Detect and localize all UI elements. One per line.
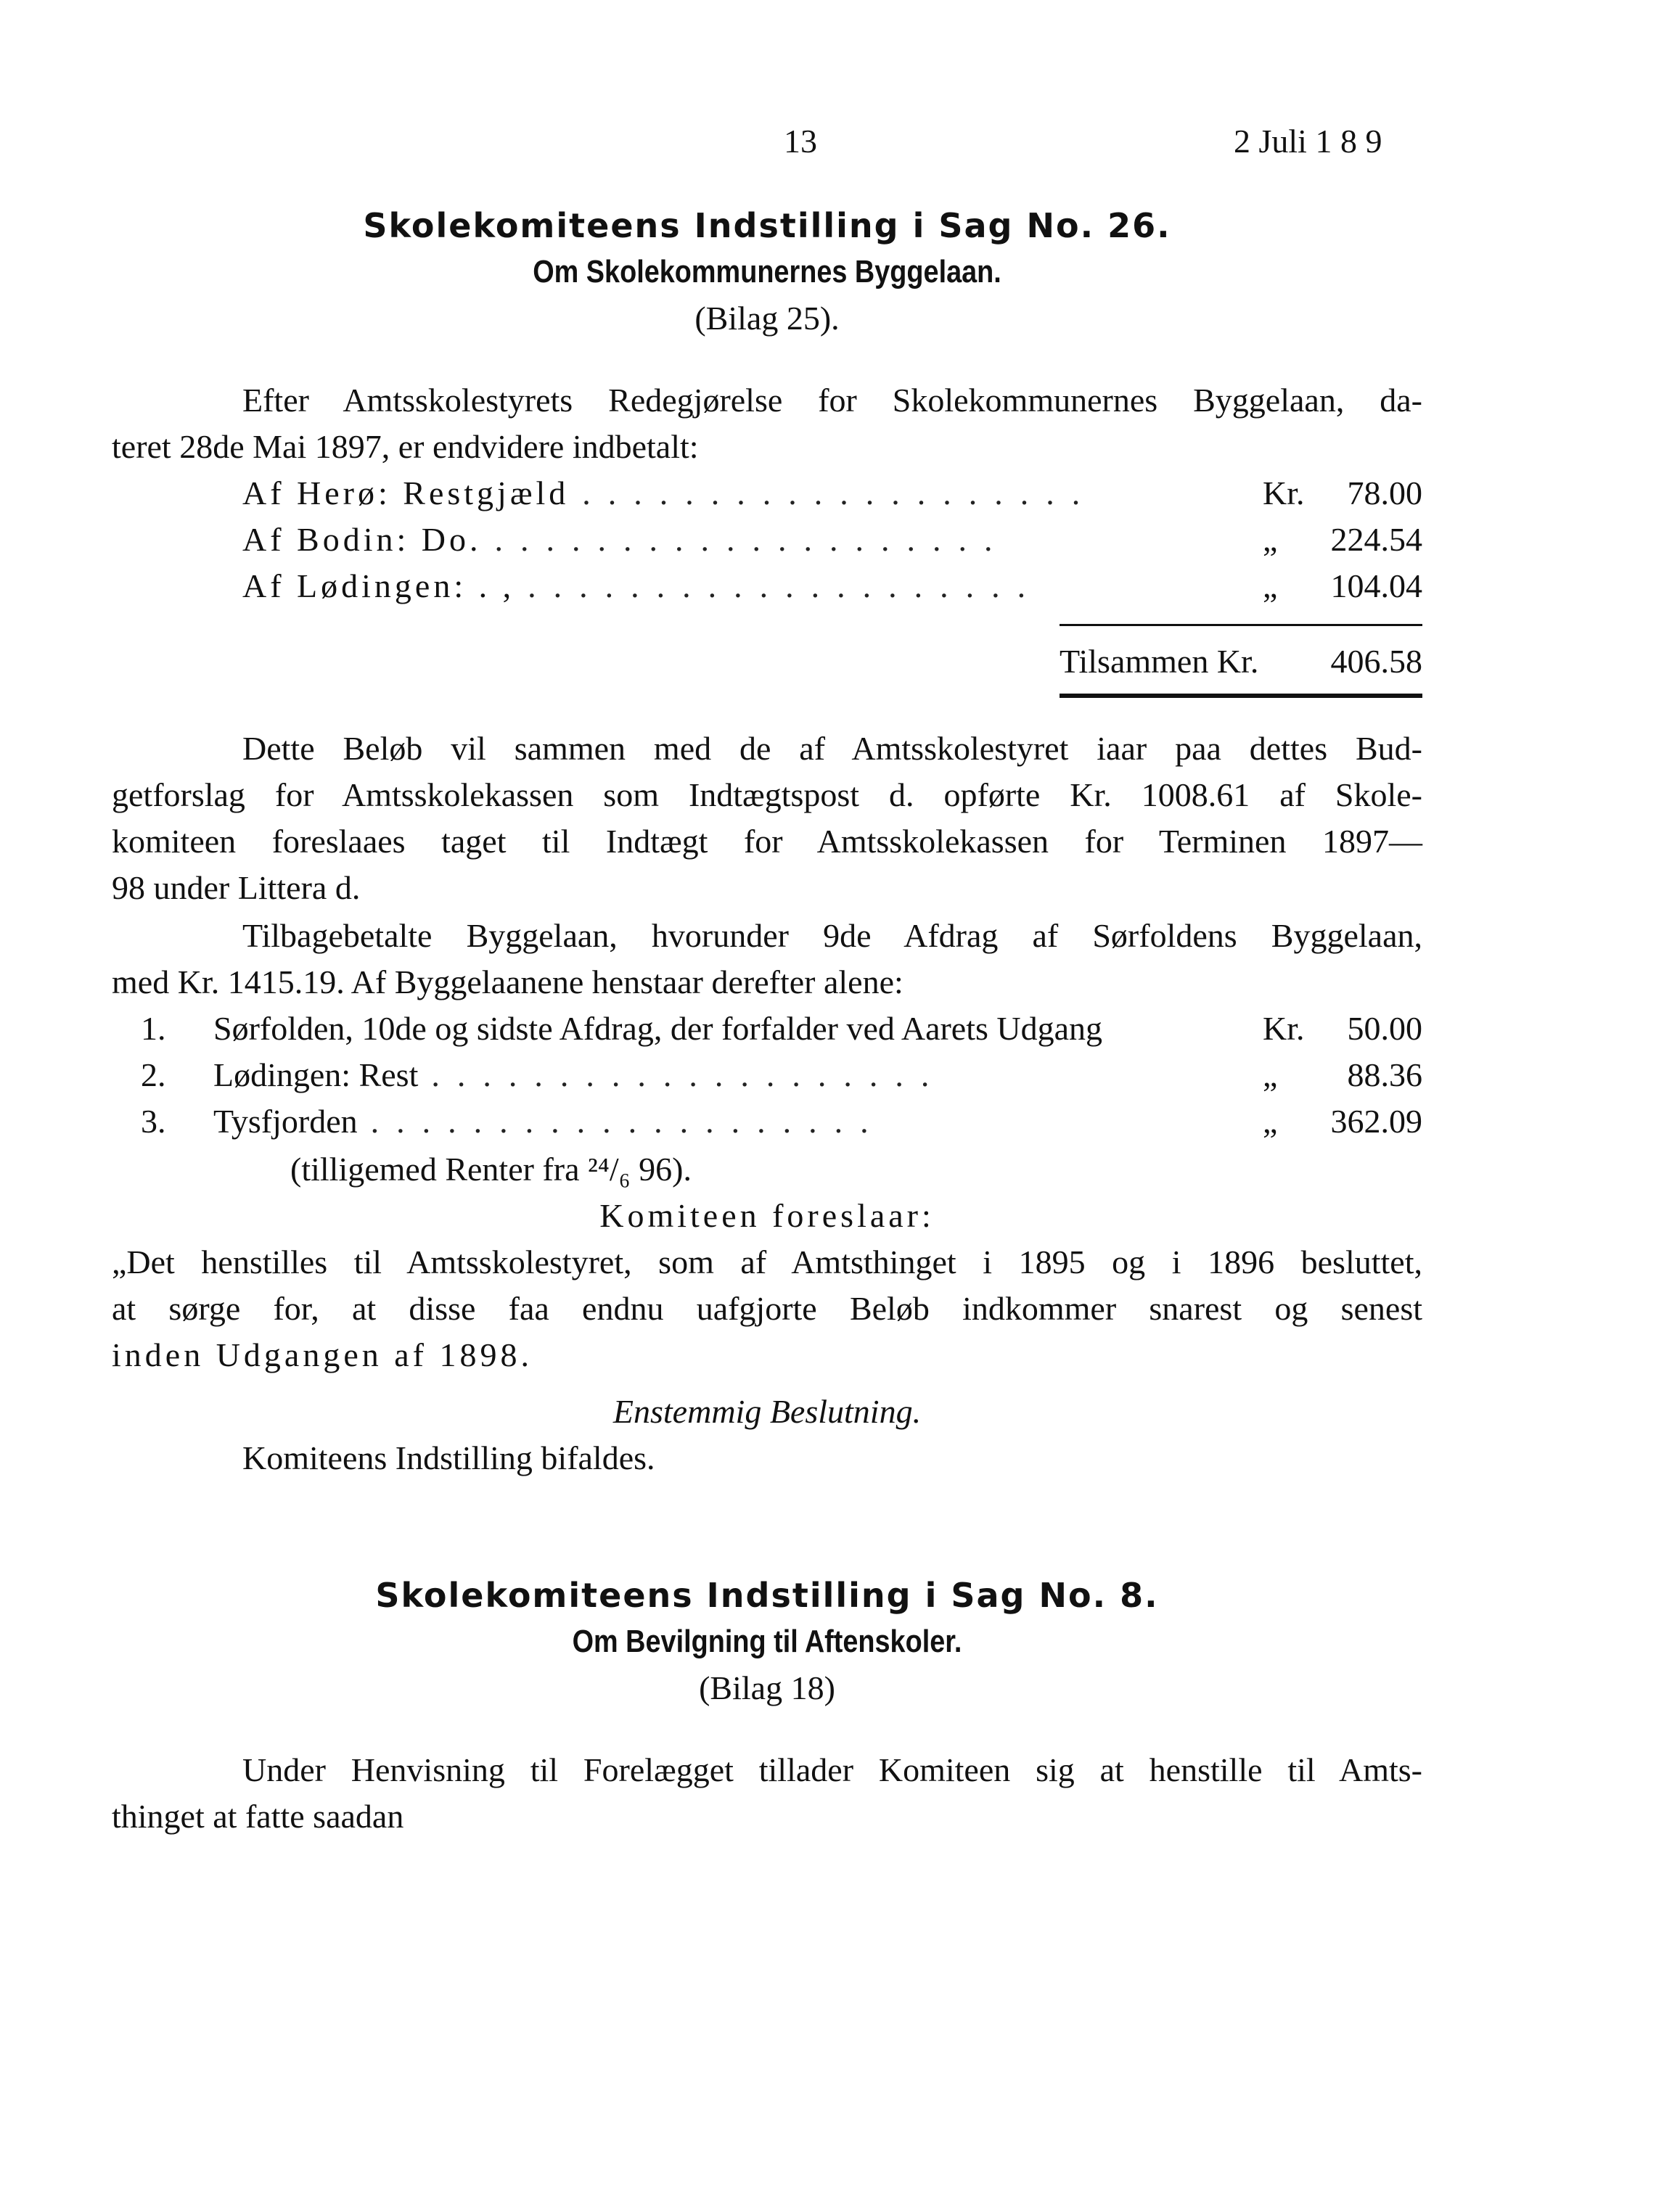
total-label: Tilsammen Kr. [1060,643,1259,680]
para2-line-2: med Kr. 1415.19. Af Byggelaanene henstaar derefter alene: [112,963,903,1000]
loan-amount: 362.09 [1330,1103,1422,1140]
dot-leader: .................... [528,567,1044,604]
proposal-line-3: inden Udgangen af 1898. [112,1336,533,1373]
loan-number: 3. [141,1103,166,1140]
intro-line-1: Efter Amtsskolestyrets Redegjørelse for Skolekommunernes Byggelaan, da- [242,382,1422,419]
para1-line-4: 98 under Littera d. [112,869,361,906]
section2-subtitle: Om Bevilgning til Aftenskoler. [572,1624,962,1659]
loan-label: Sørfolden, 10de og sidste Afdrag, der forfalder ved Aarets Udgang [213,1010,1103,1047]
decision-text: Komiteens Indstilling bifaldes. [242,1439,655,1476]
section2-line-2: thinget at fatte saadan [112,1798,404,1835]
loan-label: Lødingen: Rest [213,1056,419,1093]
loan-currency: „ [1263,1103,1278,1140]
proposal-line-1: „Det henstilles til Amtsskolestyret, som af Amtsthinget i 1895 og i 1896 besluttet, [112,1243,1422,1280]
page-number: 13 [784,123,817,160]
proposal-line-2: at sørge for, at disse faa endnu uafgjorte Beløb indkommer snarest og senest [112,1290,1422,1327]
section2-bilag: (Bilag 18) [699,1669,835,1706]
loan-row-2 [141,1052,1422,1098]
loan-label: Tysfjorden [213,1103,358,1140]
loan-currency: Kr. [1263,1010,1305,1047]
loan-number: 1. [141,1010,166,1047]
total-rule-bottom [1060,694,1422,698]
dot-leader: .................... [494,521,1010,558]
para1-line-2: getforslag for Amtsskolekassen som Indtægtspost d. opførte Kr. 1008.61 af Skole- [112,776,1422,813]
loan-number: 2. [141,1056,166,1093]
section1-title: Skolekomiteens Indstilling i Sag No. 26. [363,206,1171,245]
dot-leader: .................... [431,1056,947,1093]
para1-line-1: Dette Beløb vil sammen med de af Amtsskolestyret iaar paa dettes Bud- [242,730,1422,767]
dot-leader: .................... [582,474,1098,511]
total-rule-top [1060,624,1422,626]
payment-amount: 224.54 [1330,521,1422,558]
section1-subtitle: Om Skolekommunernes Byggelaan. [533,254,1001,289]
total-amount: 406.58 [1330,643,1422,680]
proposal-heading: Komiteen foreslaar: [599,1197,935,1234]
payment-label: Af Lødingen: . , [242,567,515,604]
para1-line-3: komiteen foreslaaes taget til Indtægt for Amtsskolekassen for Terminen 1897— [112,823,1422,860]
loan-amount: 50.00 [1347,1010,1422,1047]
payment-label: Af Herø: Restgjæld [242,474,570,511]
dot-leader: .................... [370,1103,886,1140]
loan-currency: „ [1263,1056,1278,1093]
section2-line-1: Under Henvisning til Forelægget tillader Komiteen sig at henstille til Amts- [242,1751,1422,1788]
section2-title: Skolekomiteens Indstilling i Sag No. 8. [375,1576,1159,1615]
payment-row-lodingen [242,563,1422,609]
payment-currency: „ [1263,567,1278,604]
para2-line-1: Tilbagebetalte Byggelaan, hvorunder 9de Afdrag af Sørfoldens Byggelaan, [242,917,1422,954]
loan-row-3 [141,1098,1422,1145]
payment-label: Af Bodin: Do. [242,521,482,558]
loan-row-1 [141,1006,1422,1052]
loan-amount: 88.36 [1347,1056,1422,1093]
page-date: 2 Juli 1 8 9 [1234,123,1382,160]
payment-currency: Kr. [1263,474,1305,511]
payment-amount: 104.04 [1330,567,1422,604]
decision-heading: Enstemmig Beslutning. [612,1393,922,1430]
payment-currency: „ [1263,521,1278,558]
intro-line-2: teret 28de Mai 1897, er endvidere indbetalt: [112,428,699,465]
payment-row-bodin [242,517,1422,563]
section1-bilag: (Bilag 25). [694,300,840,337]
payment-amount: 78.00 [1347,474,1422,511]
interest-note: (tilligemed Renter fra ²⁴/₆ 96). [290,1151,692,1188]
payment-row-hero [242,470,1422,517]
